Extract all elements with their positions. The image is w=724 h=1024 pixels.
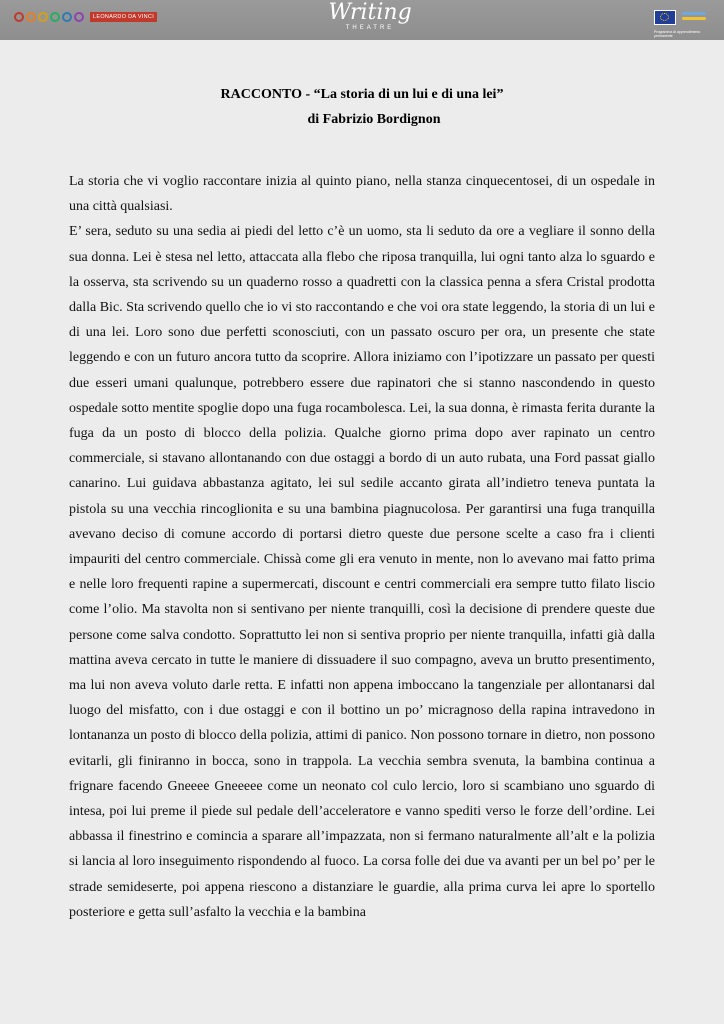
partner-logo-icon: [50, 12, 60, 22]
brand-script: Writing: [328, 0, 412, 25]
author-line: di Fabrizio Bordignon: [307, 112, 441, 127]
story-body: [69, 169, 655, 925]
partner-logo-icon: [62, 12, 72, 22]
brand-sub: THEATRE: [345, 25, 395, 31]
paragraph: E’ sera, seduto su una sedia ai piedi del letto c’è un uomo, sta li seduto da ore a vegliare il sonno della sua donna. Lei è stesa nel letto, attaccata alla flebo che riposa tranquilla, lui ogni tanto alza lo sguardo e la osserva, sta scrivendo su un quaderno rosso a quadretti con la classica penna a sfera Cristal prodotta dalla Bic. Sta scrivendo quello che io vi sto raccontando e che voi ora state leggendo, la storia di un lui e di una lei. Loro sono due perfetti sconosciuti, con un passato oscuro per ora, un presente che state leggendo e con un futuro ancora tutto da scoprire. Allora iniziamo con l’ipotizzare un passato per questi due esseri umani qualunque, potrebbero essere due rapinatori che si stanno nascondendo in questo ospedale sotto mentite spoglie dopo una fuga rocambolesca. Lei, la sua donna, è rimasta ferita durante la fuga da un posto di blocco della polizia. Qualche giorno prima dopo aver rapinato un centro commerciale, si stavano allontanando con due ostaggi a bordo di un auto rubata, una Ford passat giallo canarino. Lui guidava abbastanza agitato, lei sul sedile accanto girata all’indietro teneva puntata la pistola su una vecchia rincoglionita e su una bambina piagnucolosa. Per garantirsi una fuga tranquilla avevano deciso di comune accordo di portarsi dietro queste due persone scelte a caso fra i clienti impauriti del centro commerciale. Chissà come gli era venuto in mente, non lo avevano mai fatto prima e nelle loro frequenti rapine a supermercati, discount e centri commerciali era sempre tutto filato liscio come l’olio. Ma stavolta non si sentivano per niente tranquilli, così la decisione di prendere queste due persone come salva condotto. Soprattutto lei non si sentiva proprio per niente tranquilla, infatti già dalla mattina aveva cercato in tutte le maniere di dissuadere il suo compagno, aveva un brutto presentimento, ma lui non aveva voluto darle retta. E infatti non appena imboccano la tangenziale per allontanarsi dal luogo del misfatto, con i due ostaggi e con il bottino un po’ micragnoso della rapina intravedono in lontananza un posto di blocco della polizia, attimi di panico. Non possono tornare in dietro, non possono evitarli, gli finiranno in bocca, sono in trappola. La vecchia sembra svenuta, la bambina continua a frignare facendo Gneeee Gneeeee come un neonato col culo lercio, loro si scambiano uno sguardo di intesa, poi lui preme il piede sul pedale dell’acceleratore e vanno spediti verso le forze dell’ordine. Lei abbassa il finestrino e comincia a sparare all’impazzata, non si fermano naturalmente all’alt e la polizia si lancia al loro inseguimento rispondendo al fuoco. La corsa folle dei due va avanti per un bel po’ per le strade semideserte, poi appena riescono a distanziare le guardie, alla prima curva lei apre lo sportello posteriore e getta sull’asfalto la vecchia e la bambina: [69, 224, 655, 920]
leonardo-logo: LEONARDO DA VINCI: [90, 12, 157, 22]
partner-logos: [14, 12, 157, 22]
eu-flag-icon: [654, 10, 676, 25]
partner-logo-icon: [14, 12, 24, 22]
writing-theatre-logo: [320, 2, 420, 38]
partner-logo-icon: [74, 12, 84, 22]
header-bar: [0, 0, 724, 40]
page-title: RACCONTO - “La storia di un lui e di una lei”: [220, 87, 504, 102]
lifelong-learning-icon: [682, 10, 706, 23]
partner-logo-icon: [38, 12, 48, 22]
eu-logos: [654, 10, 714, 38]
paragraph: La storia che vi voglio raccontare inizia al quinto piano, nella stanza cinquecentosei, di un ospedale in una città qualsiasi.: [69, 174, 655, 215]
eu-programme-text: Programma di apprendimento permanente: [654, 30, 701, 38]
partner-logo-icon: [26, 12, 36, 22]
